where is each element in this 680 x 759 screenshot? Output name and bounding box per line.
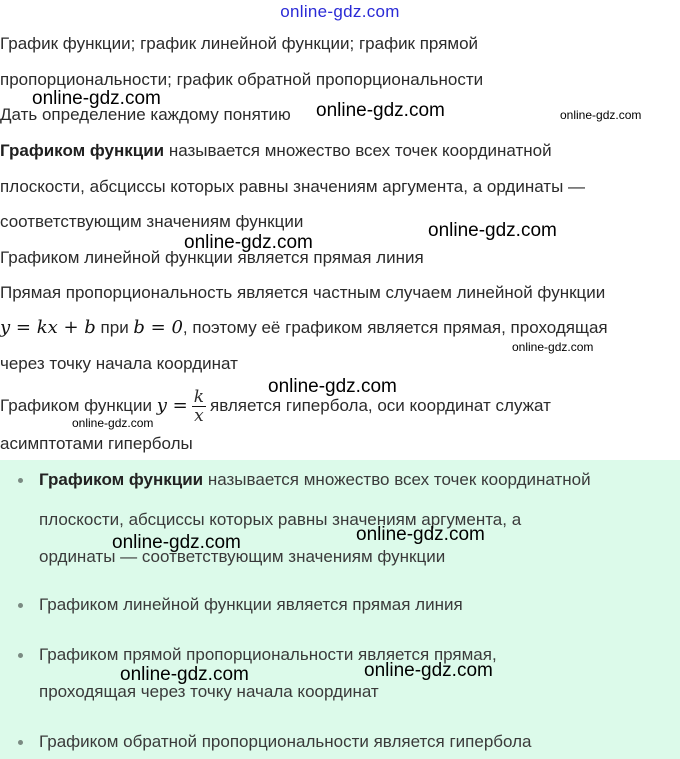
definition-3-line-1: Прямая пропорциональность является частным случаем линейной функции [0, 283, 606, 302]
condition-formula: b = 0 [133, 317, 183, 338]
hyperbola-fraction [192, 388, 206, 425]
watermark: online-gdz.com [184, 232, 313, 253]
definition-4-line-2: асимптотами гиперболы [0, 434, 193, 453]
watermark: online-gdz.com [512, 340, 594, 354]
linear-formula: y = kx + b [0, 317, 96, 338]
definition-4-start: Графиком функции [0, 396, 157, 415]
task-line-3: Дать определение каждому понятию [0, 105, 291, 124]
summary-item-1-line-1 [39, 470, 591, 490]
definition-1-line-3: соответствующим значениям функции [0, 212, 304, 231]
definition-3-line-3: через точку начала координат [0, 354, 238, 373]
bullet-dot [18, 653, 23, 658]
definition-3-when: при [95, 318, 134, 337]
definition-2: Графиком линейной функции является прямая линия [0, 248, 424, 267]
bullet-dot [18, 740, 23, 745]
watermark: online-gdz.com [316, 100, 445, 121]
fraction-denominator: x [194, 406, 204, 427]
definition-4-text: является гипербола, оси координат служат [210, 396, 551, 415]
watermark: online-gdz.com [356, 524, 485, 545]
watermark: online-gdz.com [32, 88, 161, 109]
summary-item-1-term: Графиком функции [39, 470, 204, 489]
task-line-1: График функции; график линейной функции; график прямой [0, 34, 479, 53]
task-line-2: пропорциональности; график обратной пропорциональности [0, 70, 484, 89]
site-header-logo[interactable]: online-gdz.com [280, 2, 400, 21]
definition-1-line-2: плоскости, абсциссы которых равны значениям аргумента, а ординаты — [0, 177, 586, 196]
bullet-dot [18, 603, 23, 608]
watermark: online-gdz.com [120, 664, 249, 685]
watermark: online-gdz.com [428, 220, 557, 241]
definition-1-text: называется множество всех точек координатной [164, 141, 552, 160]
summary-item-1-line-2: плоскости, абсциссы которых равны значениям аргумента, а [39, 510, 522, 529]
summary-item-2: Графиком линейной функции является прямая линия [39, 595, 463, 614]
bullet-dot [18, 478, 23, 483]
hyperbola-formula-left: y = [156, 395, 188, 416]
summary-item-4: Графиком обратной пропорциональности является гипербола [39, 732, 532, 751]
definition-3-line-2 [0, 318, 608, 338]
summary-item-3-line-2: проходящая через точку начала координат [39, 682, 379, 701]
watermark: online-gdz.com [364, 660, 493, 681]
watermark: online-gdz.com [560, 108, 642, 122]
watermark: online-gdz.com [268, 376, 397, 397]
watermark: online-gdz.com [72, 416, 154, 430]
summary-box [0, 460, 680, 759]
watermark: online-gdz.com [112, 532, 241, 553]
fraction-numerator: k [193, 387, 205, 408]
summary-item-3-line-1: Графиком прямой пропорциональности является прямая, [39, 645, 497, 664]
summary-item-1-line-3: ординаты — соответствующим значениям функции [39, 547, 446, 566]
summary-item-1-text: называется множество всех точек координатной [203, 470, 591, 489]
definition-3-text: , поэтому её графиком является прямая, проходящая [182, 318, 608, 337]
definition-1-term: Графиком функции [0, 141, 165, 160]
definition-1-line-1 [0, 141, 552, 161]
